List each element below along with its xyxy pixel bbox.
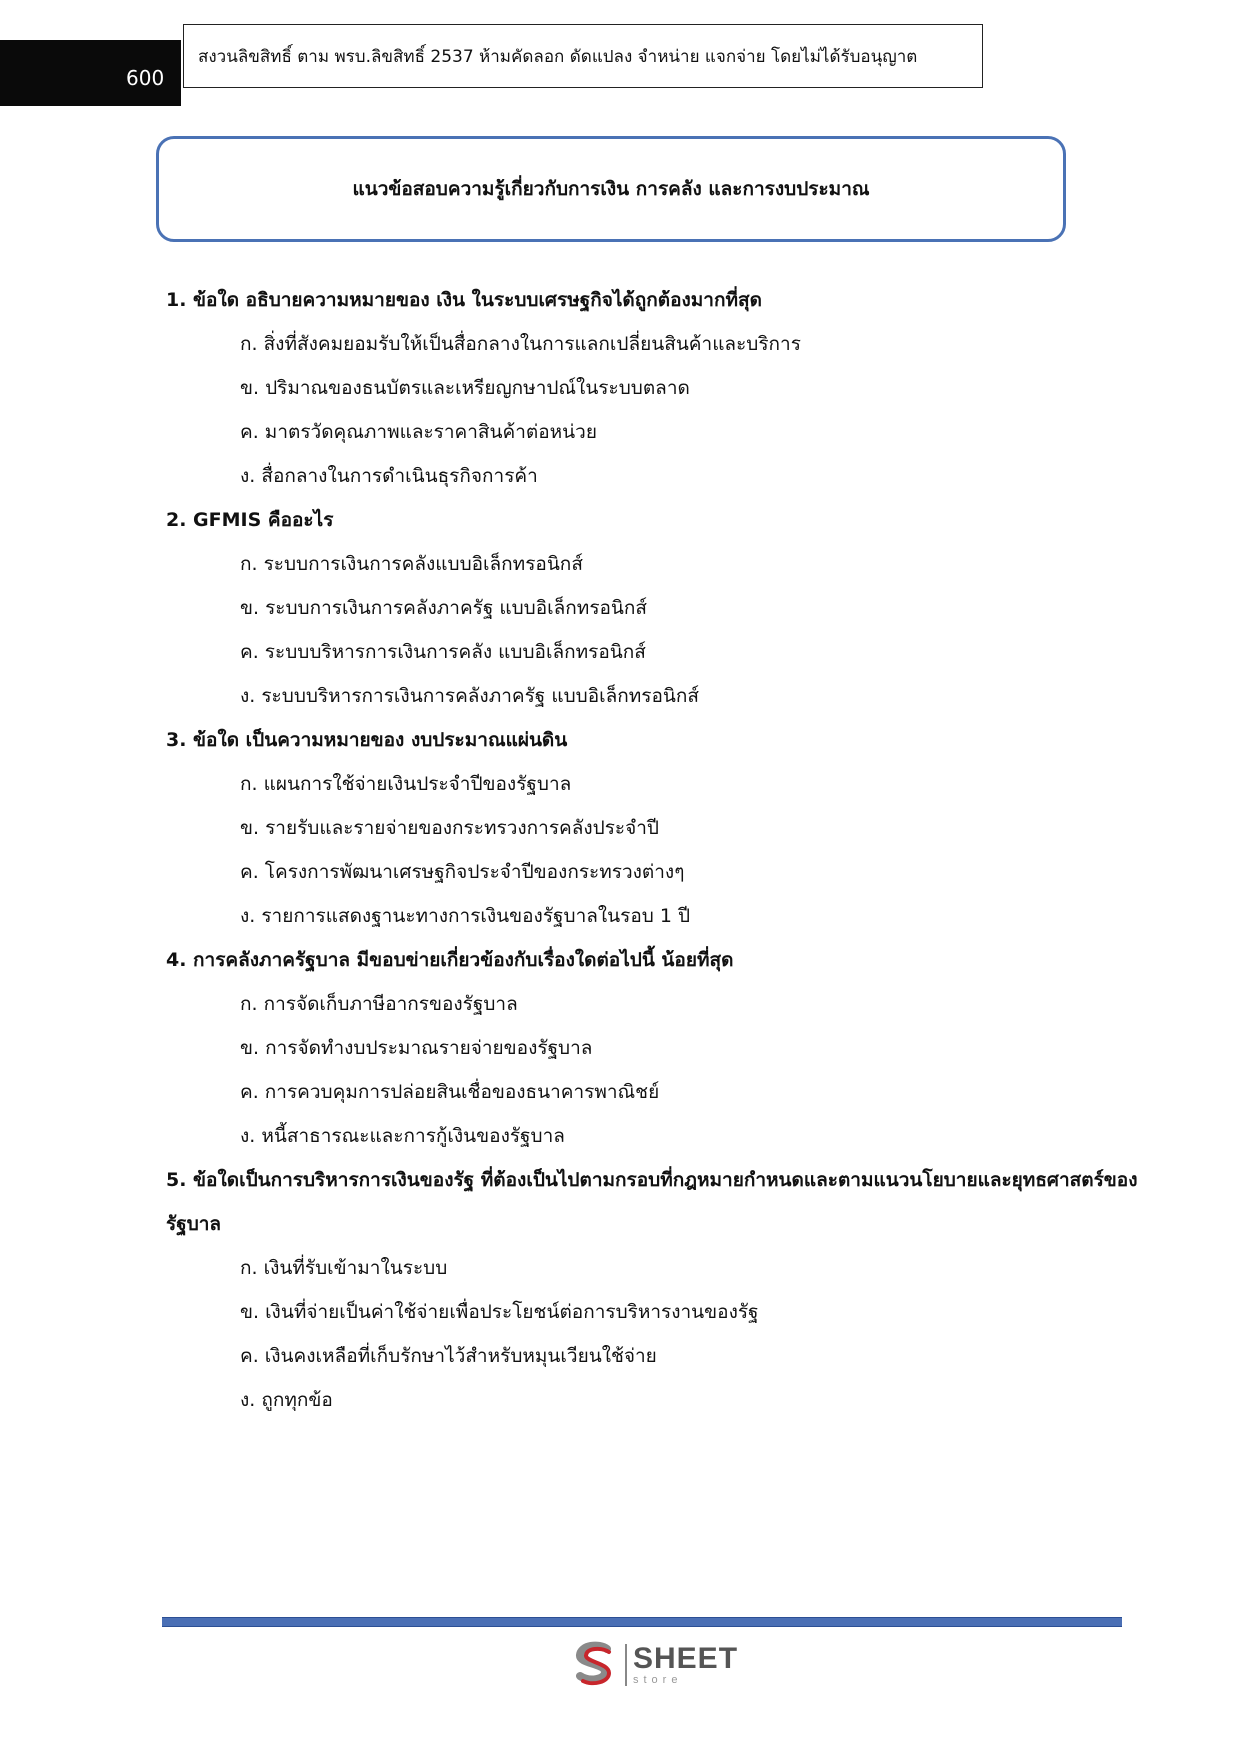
option-d: ง. ถูกทุกข้อ — [240, 1389, 333, 1411]
sheet-store-logo — [569, 1640, 738, 1690]
option-c: ค. การควบคุมการปล่อยสินเชื่อของธนาคารพาณิชย์ — [240, 1081, 660, 1103]
question-text: 1. ข้อใด อธิบายความหมายของ เงิน ในระบบเศรษฐกิจได้ถูกต้องมากที่สุด — [166, 289, 762, 311]
option-a: ก. การจัดเก็บภาษีอากรของรัฐบาล — [240, 993, 518, 1015]
question-3 — [166, 718, 1166, 938]
page-title: แนวข้อสอบความรู้เกี่ยวกับการเงิน การคลัง และการงบประมาณ — [352, 178, 870, 200]
question-text: 5. ข้อใดเป็นการบริหารการเงินของรัฐ ที่ต้องเป็นไปตามกรอบที่กฎหมายกำหนดและตามแนวนโยบายและยุทธศาสตร์ของรัฐบาล — [166, 1169, 1138, 1235]
copyright-text: สงวนลิขสิทธิ์ ตาม พรบ.ลิขสิทธิ์ 2537 ห้ามคัดลอก ดัดแปลง จำหน่าย แจกจ่าย โดยไม่ได้รับอนุญาต — [198, 46, 918, 67]
option-d: ง. สื่อกลางในการดำเนินธุรกิจการค้า — [240, 465, 538, 487]
question-text: 4. การคลังภาครัฐบาล มีขอบข่ายเกี่ยวข้องกับเรื่องใดต่อไปนี้ น้อยที่สุด — [166, 949, 734, 971]
option-d: ง. รายการแสดงฐานะทางการเงินของรัฐบาลในรอบ 1 ปี — [240, 905, 691, 927]
question-text: 2. GFMIS คืออะไร — [166, 509, 334, 531]
option-a: ก. เงินที่รับเข้ามาในระบบ — [240, 1257, 448, 1279]
title-box — [156, 136, 1066, 242]
option-a: ก. สิ่งที่สังคมยอมรับให้เป็นสื่อกลางในการแลกเปลี่ยนสินค้าและบริการ — [240, 333, 801, 355]
question-list — [166, 278, 1166, 1422]
option-b: ข. การจัดทำงบประมาณรายจ่ายของรัฐบาล — [240, 1037, 593, 1059]
question-4 — [166, 938, 1166, 1158]
option-d: ง. ระบบบริหารการเงินการคลังภาครัฐ แบบอิเล็กทรอนิกส์ — [240, 685, 699, 707]
option-b: ข. ปริมาณของธนบัตรและเหรียญกษาปณ์ในระบบตลาด — [240, 377, 690, 399]
copyright-notice — [183, 24, 983, 88]
option-a: ก. ระบบการเงินการคลังแบบอิเล็กทรอนิกส์ — [240, 553, 583, 575]
option-c: ค. เงินคงเหลือที่เก็บรักษาไว้สำหรับหมุนเวียนใช้จ่าย — [240, 1345, 657, 1367]
option-b: ข. รายรับและรายจ่ายของกระทรวงการคลังประจำปี — [240, 817, 659, 839]
question-1 — [166, 278, 1166, 498]
question-2 — [166, 498, 1166, 718]
option-d: ง. หนี้สาธารณะและการกู้เงินของรัฐบาล — [240, 1125, 565, 1147]
question-5 — [166, 1158, 1166, 1422]
logo-main-text: SHEET — [633, 1642, 739, 1675]
option-b: ข. ระบบการเงินการคลังภาครัฐ แบบอิเล็กทรอนิกส์ — [240, 597, 648, 619]
option-b: ข. เงินที่จ่ายเป็นค่าใช้จ่ายเพื่อประโยชน์ต่อการบริหารงานของรัฐ — [240, 1301, 759, 1323]
option-c: ค. โครงการพัฒนาเศรษฐกิจประจำปีของกระทรวงต่างๆ — [240, 861, 685, 883]
question-text: 3. ข้อใด เป็นความหมายของ งบประมาณแผ่นดิน — [166, 729, 568, 751]
option-c: ค. ระบบบริหารการเงินการคลัง แบบอิเล็กทรอนิกส์ — [240, 641, 646, 663]
logo-sub-text: store — [633, 1674, 683, 1686]
footer-divider — [162, 1617, 1122, 1627]
s-logo-icon — [569, 1640, 619, 1690]
option-c: ค. มาตรวัดคุณภาพและราคาสินค้าต่อหน่วย — [240, 421, 597, 443]
page-number: 600 — [126, 66, 165, 90]
logo-wordmark — [625, 1644, 738, 1686]
option-a: ก. แผนการใช้จ่ายเงินประจำปีของรัฐบาล — [240, 773, 572, 795]
